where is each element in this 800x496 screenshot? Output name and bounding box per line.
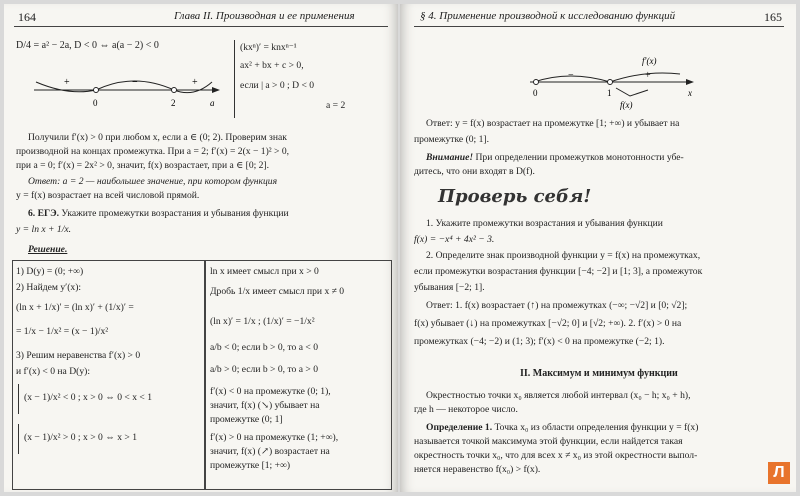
system-brace [18,384,19,414]
question-function: f(x) = −x⁴ + 4x² − 3. [414,234,495,245]
publisher-logo: Л [768,462,790,484]
solution-step: (x − 1)/x² < 0 ; x > 0 ⇔ 0 < x < 1 [24,392,152,403]
check-yourself-title: Проверь себя! [438,186,592,207]
question-line: 1. Укажите промежутки возрастания и убывания функции [426,218,663,229]
question-line: убывания [−2; 1]. [414,282,485,293]
point-1: 1 [607,88,612,98]
solution-step: (ln x + 1/x)′ = (ln x)′ + (1/x)′ = [16,302,134,313]
task6 [28,208,289,220]
answer-line: Ответ: y = f(x) возрастает на промежутке [1; +∞) и убывает на [426,118,680,129]
discriminant-formula: D/4 = a² − 2a, D < 0 ⇔ a(a − 2) < 0 [16,40,159,51]
definition-label: Определение 1. [426,422,493,433]
answer-line: промежутке (0; 1]. [414,134,490,145]
running-header: § 4. Применение производной к исследованию функций [420,10,676,22]
warning-label: Внимание! [426,152,474,163]
solution-note: a/b < 0; если b > 0, то a < 0 [210,342,318,353]
point-0: 0 [533,88,538,98]
task6-label: 6. ЕГЭ. [28,208,60,219]
definition-text: Точка x₀ из области определения функции y = f(x) [494,422,699,433]
solution-step: 2) Найдем y′(x): [16,282,82,293]
solution-label: Решение. [28,244,68,255]
definition-line: окрестность точки x₀, что для всех x ≠ x₀ из этой окрестности выпол- [414,450,698,461]
solution-note: промежутке [1; +∞) [210,460,291,471]
definition-1 [426,422,698,434]
rule-a2: a = 2 [326,100,346,111]
solution-step: (x − 1)/x² > 0 ; x > 0 ⇔ x > 1 [24,432,137,443]
header-rule [414,26,784,27]
answer-line: f(x) убывает (↓) на промежутках [−√2; 0] и [√2; +∞). 2. f′(x) > 0 на [414,318,682,329]
rule-quadratic: ax² + bx + c > 0, [240,60,304,71]
sign-plus-1: + [64,77,70,88]
warning-text: дитесь, что они входят в D(f). [414,166,535,177]
solution-note: (ln x)′ = 1/x ; (1/x)′ = −1/x² [210,316,315,327]
solution-step: 3) Решим неравенства f′(x) > 0 [16,350,141,361]
sign-plus-2: + [192,77,198,88]
solution-note: a/b > 0; если b > 0, то a > 0 [210,364,318,375]
right-page [400,4,796,492]
paragraph-line: Получили f′(x) > 0 при любом x, если a ∈ (0; 2). Проверим знак [28,132,287,143]
section-title: II. Максимум и минимум функции [520,368,678,379]
book-spread [4,4,796,492]
question-line: если промежутки возрастания функции [−4; −2] и [1; 3], а промежуток [414,266,703,277]
axis-var: x [688,88,692,98]
answer-line: промежутках (−4; −2) и (1; 3); f′(x) < 0 на промежутке (−2; 1). [414,336,665,347]
warning-text: При определении промежутков монотонности убе- [475,152,684,163]
solution-note: Дробь 1/x имеет смысл при x ≠ 0 [210,286,345,297]
answer-line: Ответ: 1. f(x) возрастает (↑) на промежутках (−∞; −√2] и [0; √2]; [426,300,688,311]
solution-note: промежутке (0; 1] [210,414,283,425]
label-f: f(x) [620,100,633,110]
page-number: 164 [18,10,36,24]
sign-minus: − [568,70,574,81]
solution-note: значит, f(x) (↘) убывает на [210,400,320,411]
definition-line: где h — некоторое число. [414,404,518,415]
running-header: Глава II. Производная и ее применения [174,10,355,22]
solution-step: и f′(x) < 0 на D(y): [16,366,90,377]
left-page [4,4,398,492]
sign-line-diagram [34,68,224,112]
point-0: 0 [93,98,98,108]
warning [426,152,684,164]
solution-note: f′(x) > 0 на промежутке (1; +∞), [210,432,339,443]
point-2: 2 [171,98,176,108]
definition-line: няется неравенство f(x₀) > f(x). [414,464,541,475]
sign-minus: − [132,77,138,88]
answer-line: y = f(x) возрастает на всей числовой прямой. [16,190,200,201]
sign-plus: + [645,70,651,81]
task6-function: y = ln x + 1/x. [16,224,72,235]
page-number: 165 [764,10,782,24]
solution-step: = 1/x − 1/x² = (x − 1)/x² [16,326,109,337]
solution-note: f′(x) < 0 на промежутке (0; 1), [210,386,331,397]
system-brace [18,424,19,454]
solution-note: ln x имеет смысл при x > 0 [210,266,319,277]
solution-step: 1) D(y) = (0; +∞) [16,266,84,277]
solution-note: значит, f(x) (↗) возрастает на [210,446,330,457]
answer-line: Ответ: a = 2 — наибольшее значение, при котором функция [28,176,278,187]
rules-box [234,40,235,118]
rule-power: (kxⁿ)′ = knxⁿ⁻¹ [240,42,297,53]
label-fprime: f′(x) [642,56,657,66]
sign-line-diagram [530,54,700,110]
paragraph-line: производной на концах промежутка. При a = 2; f′(x) = 2(x − 1)² > 0, [16,146,290,157]
task6-text: Укажите промежутки возрастания и убывания функции [61,208,289,219]
header-rule [14,26,388,27]
definition-line: называется точкой максимума этой функции, если найдется такая [414,436,683,447]
rule-condition: если | a > 0 ; D < 0 [240,80,315,91]
definition-line: Окрестностью точки x₀ является любой интервал (x₀ − h; x₀ + h), [426,390,691,401]
question-line: 2. Определите знак производной функции y = f(x) на промежутках, [426,250,701,261]
paragraph-line: при a = 0; f′(x) = 2x² > 0, значит, f(x) возрастает, при a ∈ [0; 2]. [16,160,270,171]
axis-var: a [210,98,215,108]
